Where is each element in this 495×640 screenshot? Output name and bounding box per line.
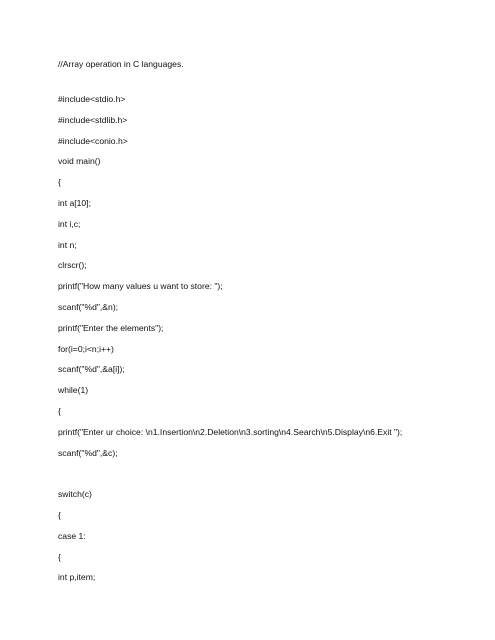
code-line-include-stdlib: #include<stdlib.h>	[58, 115, 128, 125]
code-line-include-conio: #include<conio.h>	[58, 136, 128, 146]
code-line-switch-brace: {	[58, 510, 61, 520]
code-line-include-stdio: #include<stdio.h>	[58, 94, 126, 104]
code-line-printf-elements: printf("Enter the elements");	[58, 323, 164, 333]
code-line-item-decl: int p,item;	[58, 572, 96, 582]
code-line-printf-count: printf("How many values u want to store: ");	[58, 281, 223, 291]
code-line-case-brace: {	[58, 552, 61, 562]
code-line-for-loop: for(i=0;i<n;i++)	[58, 344, 114, 354]
code-line-scanf-array: scanf("%d",&a[i]);	[58, 364, 125, 374]
code-line-n-decl: int n;	[58, 240, 77, 250]
code-line-scanf-choice: scanf("%d",&c);	[58, 448, 118, 458]
code-line-clrscr: clrscr();	[58, 260, 87, 270]
code-line-main: void main()	[58, 156, 101, 166]
code-line-array-decl: int a[10];	[58, 198, 91, 208]
code-line-printf-menu: printf("Enter ur choice: \n1.Insertion\n2.Deletion\n3.sorting\n4.Search\n5.Display\n6.Exit ");	[58, 427, 403, 437]
code-line-int-decl: int i,c;	[58, 219, 81, 229]
code-line-while-brace: {	[58, 406, 61, 416]
code-line-switch: switch(c)	[58, 489, 92, 499]
code-line-scanf-n: scanf("%d",&n);	[58, 302, 119, 312]
code-line-case-1: case 1:	[58, 531, 86, 541]
code-line-while: while(1)	[58, 385, 89, 395]
code-line-open-brace: {	[58, 177, 61, 187]
code-line-comment: //Array operation in C languages.	[58, 59, 184, 69]
